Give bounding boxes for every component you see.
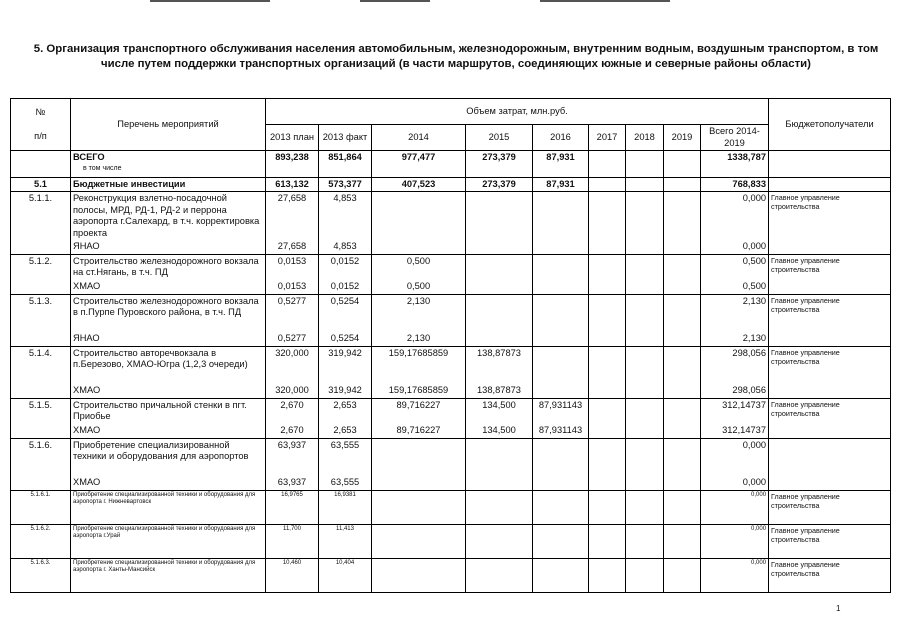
row-recipient: Главное управление строительства bbox=[769, 398, 891, 438]
row-recipient: Главное управление строительства bbox=[769, 294, 891, 346]
row-2019 bbox=[664, 254, 701, 280]
subrow-2016 bbox=[533, 332, 589, 346]
table-row bbox=[11, 490, 891, 524]
header-2013-fact: 2013 факт bbox=[319, 125, 372, 151]
header-num-bottom: п/п bbox=[34, 130, 47, 141]
row-2018 bbox=[626, 558, 664, 592]
table-row bbox=[11, 254, 891, 280]
row-2016 bbox=[533, 254, 589, 280]
row-total: 312,14737 bbox=[701, 398, 769, 424]
row-2018 bbox=[626, 294, 664, 332]
row-2013-plan: 10,460 bbox=[266, 558, 319, 592]
section-plan: 613,132 bbox=[266, 178, 319, 192]
table-row bbox=[11, 398, 891, 424]
subrow-2013-fact: 2,653 bbox=[319, 424, 372, 438]
section-2016: 87,931 bbox=[533, 178, 589, 192]
subrow-2016 bbox=[533, 384, 589, 398]
row-num: 5.1.4. bbox=[11, 346, 71, 398]
section-2015: 273,379 bbox=[466, 178, 533, 192]
header-num bbox=[11, 99, 71, 151]
row-total: 0,500 bbox=[701, 254, 769, 280]
row-2013-plan: 63,937 bbox=[266, 438, 319, 476]
row-2017 bbox=[589, 192, 626, 240]
header-year: 2018 bbox=[626, 125, 664, 151]
scan-mark bbox=[360, 0, 430, 2]
total-recipient bbox=[769, 151, 891, 178]
row-2014 bbox=[372, 192, 466, 240]
subrow-2013-fact: 63,555 bbox=[319, 476, 372, 490]
section-name: Бюджетные инвестиции bbox=[71, 178, 266, 192]
header-2013-plan: 2013 план bbox=[266, 125, 319, 151]
row-total: 0,000 bbox=[701, 524, 769, 558]
row-2014 bbox=[372, 438, 466, 476]
row-2015 bbox=[466, 254, 533, 280]
row-recipient: Главное управление строительства bbox=[769, 524, 891, 558]
section-row bbox=[11, 178, 891, 192]
section-2014: 407,523 bbox=[372, 178, 466, 192]
total-plan: 893,238 bbox=[266, 151, 319, 178]
section-recipient bbox=[769, 178, 891, 192]
subrow-2014 bbox=[372, 240, 466, 254]
row-2019 bbox=[664, 524, 701, 558]
row-2013-plan: 11,700 bbox=[266, 524, 319, 558]
row-2016 bbox=[533, 438, 589, 476]
section-2019 bbox=[664, 178, 701, 192]
subrow-2013-fact: 4,853 bbox=[319, 240, 372, 254]
total-2016: 87,931 bbox=[533, 151, 589, 178]
row-recipient: Главное управление строительства bbox=[769, 254, 891, 294]
total-2015: 273,379 bbox=[466, 151, 533, 178]
table-row bbox=[11, 438, 891, 476]
row-2013-fact: 16,9381 bbox=[319, 490, 372, 524]
total-2017 bbox=[589, 151, 626, 178]
subrow-2017 bbox=[589, 384, 626, 398]
subrow-2018 bbox=[626, 424, 664, 438]
section-sum: 768,833 bbox=[701, 178, 769, 192]
table-subrow bbox=[11, 384, 891, 398]
row-2015 bbox=[466, 558, 533, 592]
header-total: Всего 2014-2019 bbox=[701, 125, 769, 151]
total-fact: 851,864 bbox=[319, 151, 372, 178]
row-name: Реконструкция взлетно-посадочной полосы, МРД, РД-1, РД-2 и перрона аэропорта г.Салехард, в т.ч. корректировка проекта bbox=[71, 192, 266, 240]
row-2019 bbox=[664, 346, 701, 384]
row-2019 bbox=[664, 558, 701, 592]
section-fact: 573,377 bbox=[319, 178, 372, 192]
subrow-2015: 134,500 bbox=[466, 424, 533, 438]
row-recipient: Главное управление строительства bbox=[769, 192, 891, 254]
row-num: 5.1.6. bbox=[11, 438, 71, 490]
header-year: 2015 bbox=[466, 125, 533, 151]
total-row bbox=[11, 151, 891, 178]
row-num: 5.1.6.3. bbox=[11, 558, 71, 592]
row-2013-plan: 0,0153 bbox=[266, 254, 319, 280]
row-2013-plan: 0,5277 bbox=[266, 294, 319, 332]
row-2015: 134,500 bbox=[466, 398, 533, 424]
row-2014 bbox=[372, 558, 466, 592]
row-recipient: Главное управление строительства bbox=[769, 558, 891, 592]
row-2017 bbox=[589, 490, 626, 524]
table-subrow bbox=[11, 280, 891, 294]
subrow-2019 bbox=[664, 240, 701, 254]
subrow-2016 bbox=[533, 280, 589, 294]
subrow-2014: 2,130 bbox=[372, 332, 466, 346]
row-2013-fact: 4,853 bbox=[319, 192, 372, 240]
row-2013-fact: 319,942 bbox=[319, 346, 372, 384]
table-subrow bbox=[11, 332, 891, 346]
budget-table bbox=[10, 98, 891, 593]
subrow-2018 bbox=[626, 332, 664, 346]
row-2015 bbox=[466, 294, 533, 332]
row-2015 bbox=[466, 490, 533, 524]
row-2013-plan: 2,670 bbox=[266, 398, 319, 424]
subrow-name: ЯНАО bbox=[71, 332, 266, 346]
row-2013-fact: 10,404 bbox=[319, 558, 372, 592]
subrow-total: 2,130 bbox=[701, 332, 769, 346]
subrow-total: 312,14737 bbox=[701, 424, 769, 438]
subrow-2019 bbox=[664, 424, 701, 438]
row-num: 5.1.5. bbox=[11, 398, 71, 438]
table-subrow bbox=[11, 424, 891, 438]
row-name: Строительство железнодорожного вокзала на ст.Нягань, в т.ч. ПД bbox=[71, 254, 266, 280]
row-2018 bbox=[626, 490, 664, 524]
row-2016 bbox=[533, 192, 589, 240]
row-name: Приобретение специализированной техники и оборудования для аэропорта г. Ханты-Мансийск bbox=[71, 558, 266, 592]
total-sub-text: в том числе bbox=[83, 165, 122, 173]
subrow-2015 bbox=[466, 240, 533, 254]
table-row bbox=[11, 294, 891, 332]
scan-mark bbox=[540, 0, 670, 2]
row-2013-fact: 63,555 bbox=[319, 438, 372, 476]
row-2014: 159,17685859 bbox=[372, 346, 466, 384]
total-2019 bbox=[664, 151, 701, 178]
row-2016 bbox=[533, 490, 589, 524]
table-row bbox=[11, 558, 891, 592]
row-2013-fact: 0,0152 bbox=[319, 254, 372, 280]
row-recipient: Главное управление строительства bbox=[769, 346, 891, 398]
table-row bbox=[11, 346, 891, 384]
subrow-2014 bbox=[372, 476, 466, 490]
row-2017 bbox=[589, 346, 626, 384]
row-2014 bbox=[372, 490, 466, 524]
subrow-2016: 87,931143 bbox=[533, 424, 589, 438]
row-2018 bbox=[626, 524, 664, 558]
row-recipient bbox=[769, 438, 891, 490]
subrow-name: ХМАО bbox=[71, 476, 266, 490]
section-num: 5.1 bbox=[11, 178, 71, 192]
row-total: 298,056 bbox=[701, 346, 769, 384]
subrow-2019 bbox=[664, 280, 701, 294]
subrow-2013-plan: 63,937 bbox=[266, 476, 319, 490]
row-total: 0,000 bbox=[701, 438, 769, 476]
row-total: 2,130 bbox=[701, 294, 769, 332]
row-2017 bbox=[589, 294, 626, 332]
row-num: 5.1.1. bbox=[11, 192, 71, 254]
header-recipients: Бюджетополучатели bbox=[769, 99, 891, 151]
row-recipient: Главное управление строительства bbox=[769, 490, 891, 524]
row-2019 bbox=[664, 192, 701, 240]
subrow-2018 bbox=[626, 384, 664, 398]
header-volume: Объем затрат, млн.руб. bbox=[266, 99, 769, 125]
table-row bbox=[11, 524, 891, 558]
subrow-2013-plan: 320,000 bbox=[266, 384, 319, 398]
row-2018 bbox=[626, 438, 664, 476]
row-2016: 87,931143 bbox=[533, 398, 589, 424]
subrow-total: 0,000 bbox=[701, 476, 769, 490]
row-num: 5.1.6.1. bbox=[11, 490, 71, 524]
row-num: 5.1.3. bbox=[11, 294, 71, 346]
subrow-2017 bbox=[589, 280, 626, 294]
total-2018 bbox=[626, 151, 664, 178]
row-2014 bbox=[372, 524, 466, 558]
row-2013-fact: 0,5254 bbox=[319, 294, 372, 332]
subrow-2015 bbox=[466, 476, 533, 490]
header-year: 2016 bbox=[533, 125, 589, 151]
total-sum: 1338,787 bbox=[701, 151, 769, 178]
table-subrow bbox=[11, 476, 891, 490]
header-year: 2017 bbox=[589, 125, 626, 151]
table-row bbox=[11, 192, 891, 240]
section-2017 bbox=[589, 178, 626, 192]
row-2016 bbox=[533, 294, 589, 332]
row-2017 bbox=[589, 524, 626, 558]
row-num: 5.1.2. bbox=[11, 254, 71, 294]
row-2013-plan: 27,658 bbox=[266, 192, 319, 240]
subrow-2019 bbox=[664, 476, 701, 490]
subrow-2013-plan: 0,0153 bbox=[266, 280, 319, 294]
subrow-total: 0,000 bbox=[701, 240, 769, 254]
row-2017 bbox=[589, 398, 626, 424]
header-num-top: № bbox=[35, 107, 46, 118]
subrow-2016 bbox=[533, 476, 589, 490]
subrow-2013-plan: 2,670 bbox=[266, 424, 319, 438]
row-2016 bbox=[533, 346, 589, 384]
row-2017 bbox=[589, 254, 626, 280]
row-num: 5.1.6.2. bbox=[11, 524, 71, 558]
header-measures: Перечень мероприятий bbox=[71, 99, 266, 151]
subrow-2013-plan: 0,5277 bbox=[266, 332, 319, 346]
subrow-2013-fact: 0,0152 bbox=[319, 280, 372, 294]
row-2015 bbox=[466, 438, 533, 476]
subrow-2014: 89,716227 bbox=[372, 424, 466, 438]
row-total: 0,000 bbox=[701, 558, 769, 592]
subrow-2017 bbox=[589, 424, 626, 438]
subrow-2016 bbox=[533, 240, 589, 254]
row-2013-fact: 2,653 bbox=[319, 398, 372, 424]
row-2013-fact: 11,413 bbox=[319, 524, 372, 558]
row-2017 bbox=[589, 558, 626, 592]
subrow-2013-plan: 27,658 bbox=[266, 240, 319, 254]
subrow-2015: 138,87873 bbox=[466, 384, 533, 398]
subrow-2014: 159,17685859 bbox=[372, 384, 466, 398]
total-num bbox=[11, 151, 71, 178]
row-total: 0,000 bbox=[701, 192, 769, 240]
row-2015 bbox=[466, 192, 533, 240]
subrow-2013-fact: 0,5254 bbox=[319, 332, 372, 346]
row-2015 bbox=[466, 524, 533, 558]
row-2019 bbox=[664, 490, 701, 524]
header-year: 2019 bbox=[664, 125, 701, 151]
subrow-2018 bbox=[626, 476, 664, 490]
section-2018 bbox=[626, 178, 664, 192]
subrow-2017 bbox=[589, 332, 626, 346]
row-2014: 2,130 bbox=[372, 294, 466, 332]
row-2015: 138,87873 bbox=[466, 346, 533, 384]
table-subrow bbox=[11, 240, 891, 254]
subrow-2017 bbox=[589, 476, 626, 490]
row-2019 bbox=[664, 294, 701, 332]
row-2018 bbox=[626, 192, 664, 240]
total-label bbox=[71, 151, 266, 178]
subrow-2019 bbox=[664, 332, 701, 346]
subrow-2015 bbox=[466, 280, 533, 294]
subrow-2019 bbox=[664, 384, 701, 398]
page-number: 1 bbox=[836, 604, 841, 613]
subrow-name: ХМАО bbox=[71, 384, 266, 398]
row-2017 bbox=[589, 438, 626, 476]
subrow-name: ЯНАО bbox=[71, 240, 266, 254]
row-name: Строительство причальной стенки в пгт. Приобье bbox=[71, 398, 266, 424]
row-2019 bbox=[664, 398, 701, 424]
row-2019 bbox=[664, 438, 701, 476]
row-2013-plan: 320,000 bbox=[266, 346, 319, 384]
row-2016 bbox=[533, 558, 589, 592]
row-total: 0,000 bbox=[701, 490, 769, 524]
row-2016 bbox=[533, 524, 589, 558]
row-2018 bbox=[626, 254, 664, 280]
subrow-total: 0,500 bbox=[701, 280, 769, 294]
row-name: Строительство железнодорожного вокзала в п.Пурпе Пуровского района, в т.ч. ПД bbox=[71, 294, 266, 332]
section-title: 5. Организация транспортного обслуживания населения автомобильным, железнодорожным, внутренним водным, воздушным транспортом, в том числе путем поддержки транспортных организаций (в части маршрутов, соединяющих южные и северные районы области) bbox=[33, 43, 879, 70]
row-2018 bbox=[626, 398, 664, 424]
subrow-2017 bbox=[589, 240, 626, 254]
subrow-2014: 0,500 bbox=[372, 280, 466, 294]
row-2018 bbox=[626, 346, 664, 384]
subrow-total: 298,056 bbox=[701, 384, 769, 398]
header-year: 2014 bbox=[372, 125, 466, 151]
subrow-2018 bbox=[626, 240, 664, 254]
subrow-name: ХМАО bbox=[71, 424, 266, 438]
total-2014: 977,477 bbox=[372, 151, 466, 178]
row-2013-plan: 16,9765 bbox=[266, 490, 319, 524]
row-name: Приобретение специализированной техники и оборудования для аэропорта г. Нижневартовск bbox=[71, 490, 266, 524]
row-name: Приобретение специализированной техники и оборудования для аэропорта г.Урай bbox=[71, 524, 266, 558]
subrow-2018 bbox=[626, 280, 664, 294]
subrow-2013-fact: 319,942 bbox=[319, 384, 372, 398]
row-name: Строительство авторечвокзала в п.Березово, ХМАО-Югра (1,2,3 очереди) bbox=[71, 346, 266, 384]
row-2014: 89,716227 bbox=[372, 398, 466, 424]
row-2014: 0,500 bbox=[372, 254, 466, 280]
scan-mark bbox=[150, 0, 270, 2]
row-name: Приобретение специализированной техники и оборудования для аэропортов bbox=[71, 438, 266, 476]
subrow-name: ХМАО bbox=[71, 280, 266, 294]
total-label-text: ВСЕГО bbox=[73, 152, 105, 162]
subrow-2015 bbox=[466, 332, 533, 346]
